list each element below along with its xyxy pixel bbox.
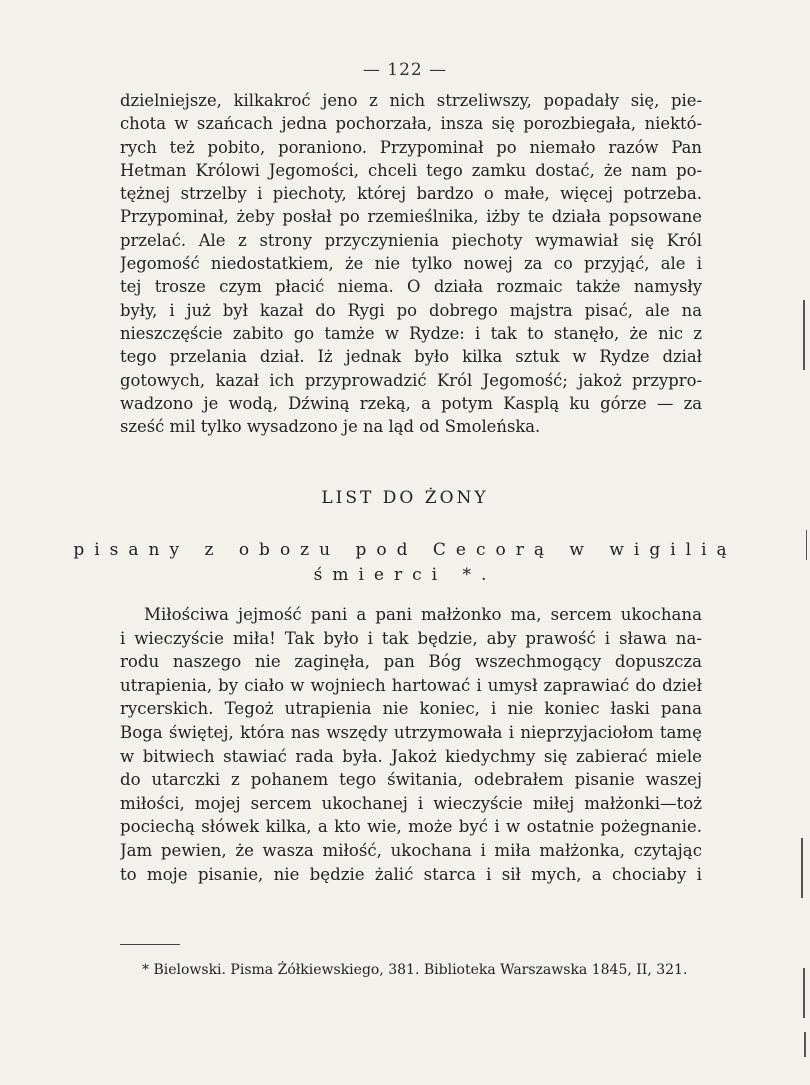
footnote-divider [120, 944, 180, 945]
text-line: były, i już był kazał do Rygi po dobrego majstra pisać, ale na [120, 300, 702, 320]
text-line: to moje pisanie, nie będzie żalić starca i sił mych, a chociaby i [120, 864, 702, 884]
text-line: pociechą słówek kilka, a kto wie, może być i w ostatnie pożegnanie. [120, 817, 702, 837]
text-line: Miłościwa jejmość pani a pani małżonko ma, sercem ukochana [144, 605, 702, 624]
text-line: Przypominał, żeby posłał po rzemieślnika, iżby te działa popsowane [120, 207, 702, 227]
paragraph-continuation [120, 89, 702, 438]
text-line: w bitwiech stawiać rada była. Jakoż kiedychmy się zabierać miele [120, 746, 702, 766]
text-line: tego przelania dział. Iż jednak było kilka sztuk w Rydze dział [120, 347, 702, 367]
letter-body [120, 603, 702, 886]
letter-subtitle-cont: śmierci *. [313, 565, 497, 585]
letter-subtitle: pisany z obozu pod Cecorą w wigilią [73, 540, 737, 560]
footnote: * Bielowski. Pisma Żółkiewskiego, 381. Biblioteka Warszawska 1845, II, 321. [142, 962, 688, 978]
scan-edge-mark [804, 1032, 806, 1057]
text-line: rycerskich. Tegoż utrapienia nie koniec, i nie koniec łaski pana [120, 699, 702, 719]
text-line: do utarczki z pohanem tego świtania, odebrałem pisanie waszej [120, 770, 702, 790]
scan-edge-mark [803, 968, 805, 1018]
text-line: chota w szańcach jedna pochorzała, insza się porozbiegała, niektó- [120, 114, 702, 134]
text-line: rodu naszego nie zaginęła, pan Bóg wszechmogący dopuszcza [120, 652, 702, 672]
text-line: tężnej strzelby i piechoty, której bardzo o małe, więcej potrzeba. [120, 184, 702, 204]
page-number: — 122 — [362, 60, 448, 80]
text-line: miłości, mojej sercem ukochanej i wieczyście miłej małżonki—toż [120, 793, 702, 813]
text-line: Hetman Królowi Jegomości, chceli tego zamku dostać, że nam po- [120, 160, 702, 180]
text-line: nieszczęście zabito go tamże w Rydze: i tak to stanęło, że nic z [120, 323, 702, 343]
text-line: tej trosze czym płacić niema. O działa rozmaic także namysły [120, 277, 702, 297]
text-line: wadzono je wodą, Dźwiną rzeką, a potym Kasplą ku górze — za [120, 393, 702, 413]
text-line: dzielniejsze, kilkakroć jeno z nich strzeliwszy, popadały się, pie- [120, 91, 702, 110]
scan-edge-mark [801, 838, 803, 898]
text-line: gotowych, kazał ich przyprowadzić Król Jegomość; jakoż przypro- [120, 370, 702, 390]
letter-heading: LIST DO ŻONY [321, 488, 489, 508]
text-line: rych też pobito, poraniono. Przypominał po niemało razów Pan [120, 137, 702, 157]
scan-edge-mark [806, 530, 807, 560]
text-line: utrapienia, by ciało w wojniech hartować i umysł zaprawiać do dzieł [120, 675, 702, 695]
text-line: Jam pewien, że wasza miłość, ukochana i miła małżonka, czytając [120, 840, 702, 860]
text-line: i wieczyście miła! Tak było i tak będzie, aby prawość i sława na- [120, 628, 702, 648]
text-line: Boga świętej, która nas wszędy utrzymowała i nieprzyjaciołom tamę [120, 722, 702, 742]
text-line: przelać. Ale z strony przyczynienia piechoty wymawiał się Król [120, 230, 702, 250]
text-line: Jegomość niedostatkiem, że nie tylko nowej za co przyjąć, ale i [120, 254, 702, 274]
text-line: sześć mil tylko wysadzono je na ląd od Smoleńska. [120, 417, 541, 437]
scan-edge-mark [803, 300, 805, 370]
